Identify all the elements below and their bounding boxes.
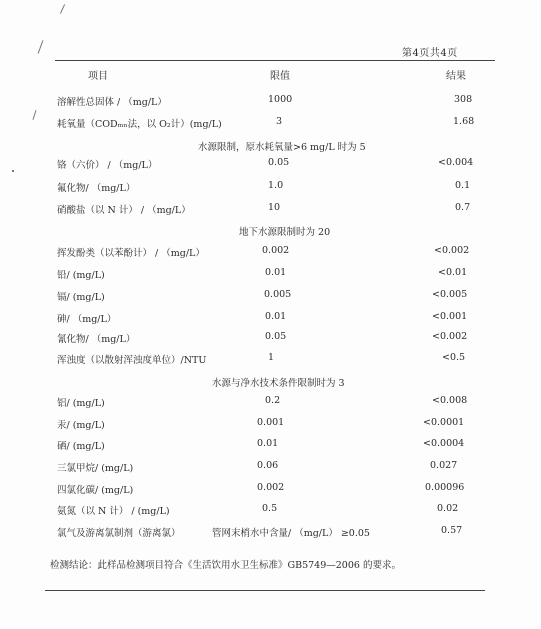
row-item: 氟化物/ （mg/L） <box>57 183 136 194</box>
row-item: 四氯化碳/ (mg/L) <box>57 485 134 496</box>
row-limit: 0.5 <box>262 503 278 514</box>
row-item: 氨氮（以 N 计） / (mg/L) <box>57 506 170 517</box>
table-row <box>0 417 541 433</box>
row-limit: 0.002 <box>257 482 285 493</box>
row-result: 0.57 <box>441 525 463 536</box>
row-item: 汞/ (mg/L) <box>57 420 105 431</box>
scan-mark <box>60 4 65 13</box>
row-item: 铅/ (mg/L) <box>57 270 105 281</box>
row-result: 308 <box>454 94 473 105</box>
scan-mark <box>38 40 44 53</box>
row-result: 0.00096 <box>425 482 465 493</box>
row-item: 溶解性总固体 / （mg/L） <box>57 97 167 108</box>
table-row <box>0 460 541 476</box>
section-title: 地下水源限制时为 20 <box>239 227 331 238</box>
table-row <box>0 180 541 196</box>
row-limit: 0.001 <box>257 417 285 428</box>
column-header-result: 结果 <box>446 71 466 82</box>
row-limit: 0.05 <box>268 157 290 168</box>
row-result: <0.0004 <box>423 438 465 449</box>
row-limit: 0.01 <box>265 311 287 322</box>
row-item: 硒/ (mg/L) <box>57 441 105 452</box>
table-row <box>0 352 541 368</box>
row-result: <0.002 <box>434 245 470 256</box>
row-limit: 1 <box>268 352 275 363</box>
table-row <box>0 202 541 218</box>
table-row <box>0 438 541 454</box>
table-row <box>0 482 541 498</box>
row-result: <0.008 <box>432 395 468 406</box>
table-row <box>0 395 541 411</box>
column-header-limit: 限值 <box>270 71 290 82</box>
row-item: 氯气及游离氯制剂（游离氯） <box>57 528 181 539</box>
row-limit: 1.0 <box>268 180 284 191</box>
row-limit: 0.05 <box>265 331 287 342</box>
row-result: <0.004 <box>438 157 474 168</box>
table-row <box>0 311 541 327</box>
row-limit: 0.06 <box>257 460 279 471</box>
row-result: <0.002 <box>432 331 468 342</box>
top-rule <box>55 60 495 61</box>
row-result: <0.0001 <box>423 417 465 428</box>
row-limit: 0.005 <box>264 289 292 300</box>
row-result: 0.7 <box>455 202 471 213</box>
row-limit: 10 <box>268 202 281 213</box>
row-limit: 0.2 <box>265 395 281 406</box>
table-row <box>0 289 541 305</box>
row-result: <0.005 <box>432 289 468 300</box>
row-item: 镉/ (mg/L) <box>57 292 105 303</box>
row-item: 耗氧量（CODₘₙ法，以 O₂计）(mg/L) <box>57 119 222 130</box>
row-result: <0.001 <box>432 311 468 322</box>
bottom-rule <box>45 590 485 591</box>
row-item: 挥发酚类（以苯酚计） / （mg/L） <box>57 248 205 259</box>
table-row <box>0 116 541 132</box>
row-result: 1.68 <box>453 116 475 127</box>
row-item: 氰化物/ （mg/L） <box>57 334 136 345</box>
row-limit: 0.01 <box>257 438 279 449</box>
column-header-item: 项目 <box>88 71 108 82</box>
row-item: 硝酸盐（以 N 计） / （mg/L） <box>57 205 191 216</box>
section-title: 水源与净水技术条件限制时为 3 <box>212 378 345 389</box>
row-result: 0.02 <box>437 503 459 514</box>
test-conclusion: 检测结论：此样品检测项目符合《生活饮用水卫生标准》GB5749—2006 的要求。 <box>50 560 401 571</box>
table-row <box>0 157 541 173</box>
row-limit: 0.01 <box>265 267 287 278</box>
table-row <box>0 331 541 347</box>
table-row <box>0 245 541 261</box>
section-title: 水源限制，原水耗氧量>6 mg/L 时为 5 <box>198 142 366 153</box>
row-limit: 管网末梢水中含量/ （mg/L） ≥0.05 <box>212 528 370 539</box>
table-row <box>0 94 541 110</box>
row-result: <0.5 <box>442 352 466 363</box>
row-limit: 3 <box>276 116 283 127</box>
row-item: 三氯甲烷/ (mg/L) <box>57 463 134 474</box>
row-item: 砷/ （mg/L） <box>57 314 117 325</box>
row-item: 浑浊度（以散射浑浊度单位）/NTU <box>57 355 207 366</box>
row-limit: 0.002 <box>262 245 290 256</box>
table-row <box>0 267 541 283</box>
row-result: <0.01 <box>438 267 468 278</box>
row-item: 铬（六价） / （mg/L） <box>57 160 158 171</box>
row-result: 0.1 <box>455 180 471 191</box>
row-limit: 1000 <box>268 94 293 105</box>
row-item: 铝/ (mg/L) <box>57 398 105 409</box>
table-row <box>0 525 541 541</box>
table-row <box>0 503 541 519</box>
page-number: 第4页共4页 <box>402 48 458 59</box>
row-result: 0.027 <box>430 460 458 471</box>
